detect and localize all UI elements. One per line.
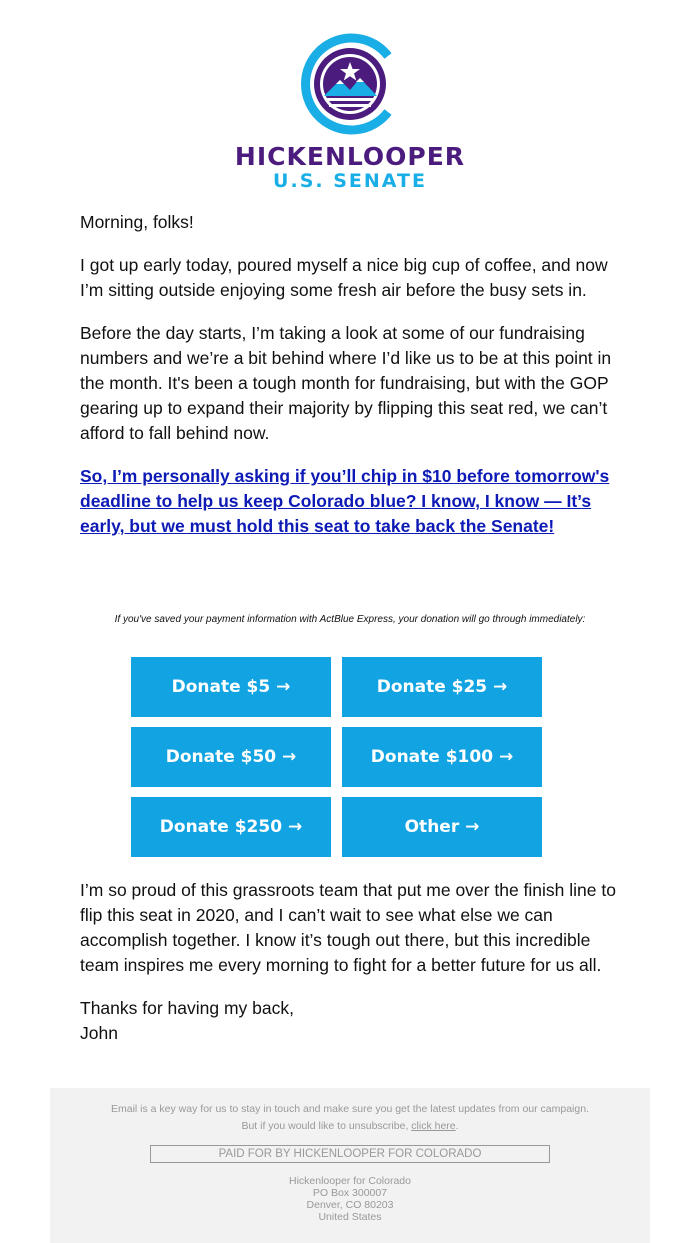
address-line: Hickenlooper for Colorado	[289, 1175, 411, 1187]
mailing-address	[50, 1175, 650, 1223]
address-line: Denver, CO 80203	[306, 1199, 394, 1211]
campaign-logo	[0, 28, 700, 191]
actblue-express-note: If you've saved your payment information with ActBlue Express, your donation will go through immediately:	[114, 614, 586, 625]
paid-for-disclaimer: PAID FOR BY HICKENLOOPER FOR COLORADO	[150, 1145, 550, 1163]
donate-other-button[interactable]: Other →	[342, 797, 542, 857]
paragraph-fundraising: Before the day starts, I’m taking a look at some of our fundraising numbers and we’re a bit behind where I’d like us to be at this point in the month. It's been a tough month for fundraising, but with the GOP gearing up to expand their majority by flipping this seat red, we can’t afford to fall behind now.	[80, 323, 612, 443]
address-line: PO Box 300007	[312, 1187, 388, 1199]
donate-5-button[interactable]: Donate $5 →	[131, 657, 331, 717]
donate-100-button[interactable]: Donate $100 →	[342, 727, 542, 787]
signature: John	[80, 1023, 118, 1043]
paragraph-grassroots: I’m so proud of this grassroots team that put me over the finish line to flip this seat in 2020, and I can’t wait to see what else we can accomplish together. I know it’s tough out there, but this incredible team inspires me every morning to fight for a better future for us all.	[80, 880, 616, 975]
signoff: Thanks for having my back,	[80, 998, 294, 1018]
greeting: Morning, folks!	[80, 212, 194, 232]
brand-name: HICKENLOOPER	[234, 142, 466, 171]
footer-line-2-prefix: But if you would like to unsubscribe,	[241, 1120, 412, 1132]
email-body	[80, 210, 625, 557]
donate-50-button[interactable]: Donate $50 →	[131, 727, 331, 787]
email-closing	[80, 878, 625, 1064]
paragraph-coffee: I got up early today, poured myself a nice big cup of coffee, and now I’m sitting outside enjoying some fresh air before the busy sets in.	[80, 255, 608, 300]
footer-line-2-suffix: .	[455, 1120, 459, 1132]
donate-ask-link[interactable]: So, I’m personally asking if you’ll chip in $10 before tomorrow's deadline to help us keep Colorado blue? I know, I know — It’s early, but we must hold this seat to take back the Senate!	[80, 466, 610, 536]
donate-25-button[interactable]: Donate $25 →	[342, 657, 542, 717]
email-footer	[50, 1088, 650, 1243]
unsubscribe-link[interactable]: click here	[411, 1120, 456, 1132]
donate-250-button[interactable]: Donate $250 →	[131, 797, 331, 857]
address-line: United States	[318, 1211, 382, 1223]
hickenlooper-c-mountain-icon	[300, 28, 400, 140]
footer-line-1: Email is a key way for us to stay in touch and make sure you get the latest updates from our campaign.	[111, 1103, 589, 1115]
brand-subtitle: U.S. SENATE	[273, 170, 427, 192]
